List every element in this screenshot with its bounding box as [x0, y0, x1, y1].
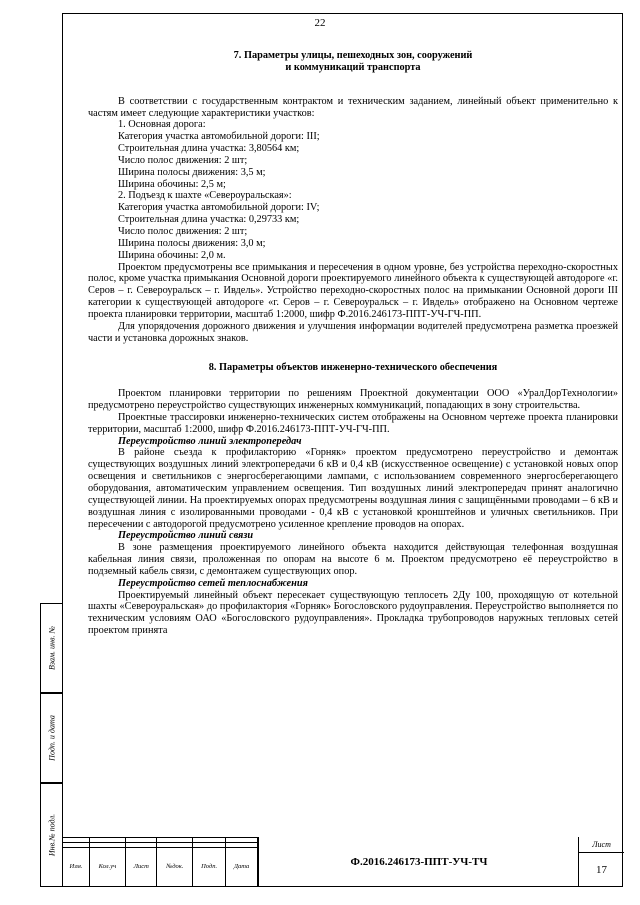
paragraph: Проектируемый линейный объект пересекает существующую теплосеть 2Ду 100, проходящую от котельной шахты «Североуральская» до профилактория «Горняк» Богословского рудоуправления. Переустройство выполняется по техническим условиям ОАО «Богословского рудоуправления». Прокладка трубопроводов наружных тепловых сетей проектом принята [88, 589, 618, 637]
side-field-sign-date [40, 693, 62, 783]
paragraph: В зоне размещения проектируемого линейного объекта находится действующая телефонная воздушная кабельная линия связи, проложенная по опорам на высоте 6 м. Проектом предусмотрено её переустройство в подземный кабель связи, с демонтажем существующих опор. [88, 542, 618, 577]
paragraph: Для упорядочения дорожного движения и улучшения информации водителей предусмотрена разметка проезжей части и установка дорожных знаков. [88, 320, 618, 344]
list-item: Ширина обочины: 2,0 м. [118, 249, 226, 261]
paragraph: Проектом планировки территории по решениям Проектной документации ООО «УралДорТехнологии» предусмотрено переустройство существующих инженерных коммуникаций, попадающих в зону строительства. [88, 388, 618, 412]
paragraph: В соответствии с государственным контрактом и техническим заданием, линейный объект применительно к частям имеет следующие характеристики участков: [88, 95, 618, 119]
stamp-header: №док. [157, 847, 193, 886]
stamp-header: Лист [125, 847, 157, 886]
stamp-header: Изм. [63, 847, 90, 886]
section-heading-7: 7. Параметры улицы, пешеходных зон, сооружений и коммуникаций транспорта [233, 50, 473, 73]
section-heading-8: 8. Параметры объектов инженерно-технического обеспечения [208, 362, 498, 374]
list-item: Число полос движения: 2 шт; [118, 225, 248, 237]
side-label: Взам. инв. № [47, 625, 56, 671]
stamp-grid [62, 837, 258, 887]
list-item: Строительная длина участка: 3,80564 км; [118, 143, 300, 155]
list-item: 2. Подъезд к шахте «Североуральская»: [118, 190, 292, 202]
paragraph: В районе съезда к профилакторию «Горняк» проектом предусмотрено переустройство и демонтаж существующих воздушных линий электропередачи 6 кВ и 0,4 кВ (искусственное освещение) с установкой новых опор освещения и светильников с энергосберегающими лампами, с использованием современного энергосберегающего оборудования, автоматическим управлением освещения. Тип воздушных линий электропередач принят аналогично существующей линии. На проектируемых опорах предусмотрены воздушная линия с защищёнными проводами – 6 кВ и воздушная линия с изолированными проводами - 0,4 кВ с установкой кронштейнов и уличных светильников. При пересечении с автодорогой предусмотрено усиленное крепление проводов на опорах. [88, 447, 618, 530]
paragraph: Проектные трассировки инженерно-технических систем отображены на Основном чертеже проекта планировки территории, масштаб 1:2000, шифр Ф.2016.246173-ППТ-УЧ-ГЧ-ПП. [88, 411, 618, 435]
stamp-header: Дата [226, 847, 258, 886]
list-item: Категория участка автомобильной дороги: III; [118, 131, 320, 143]
list-item: 1. Основная дорога: [118, 119, 206, 131]
side-label: Инв.№ подл. [47, 813, 56, 857]
title-block [62, 837, 623, 887]
list-item: Строительная длина участка: 0,29733 км; [118, 214, 300, 226]
paragraph: Проектом предусмотрены все примыкания и пересечения в одном уровне, без устройства переходно-скоростных полос, кроме участка примыкания Основной дороги проектируемого линейного объекта к существующей автодороге «г. Серов – г. Североуральск – г. Ивдель». Устройство переходно-скоростных полос на примыкании Основной дороги III категории к существующей автодороге «г. Серов – г. Североуральск – г. Ивдель» отображено на Основном чертеже проекта планировки территории, масштаб 1:2000, шифр Ф.2016.246173-ППТ-УЧ-ГЧ-ПП. [88, 261, 618, 320]
list-item: Категория участка автомобильной дороги: IV; [118, 202, 320, 214]
side-field-inv-no [40, 783, 62, 887]
list-item: Число полос движения: 2 шт; [118, 154, 248, 166]
sheet-label: Лист [579, 837, 624, 853]
list-item: Ширина полосы движения: 3,0 м; [118, 237, 266, 249]
page-number: 22 [314, 17, 326, 29]
subheading-heat: Переустройство сетей теплоснабжения [118, 577, 308, 589]
subheading-comm: Переустройство линий связи [118, 530, 254, 542]
document-code: Ф.2016.246173-ППТ-УЧ-ТЧ [258, 837, 579, 887]
stamp-header: Кол.уч [89, 847, 125, 886]
stamp-header: Подп. [193, 847, 226, 886]
document-body [88, 50, 618, 637]
sheet-box [578, 837, 624, 887]
sheet-number: 17 [596, 864, 607, 876]
list-item: Ширина полосы движения: 3,5 м; [118, 166, 266, 178]
subheading-power: Переустройство линий электропередач [118, 435, 302, 447]
side-label: Подп. и дата [47, 715, 56, 761]
list-item: Ширина обочины: 2,5 м; [118, 178, 226, 190]
side-field-replace-inv [40, 603, 62, 693]
